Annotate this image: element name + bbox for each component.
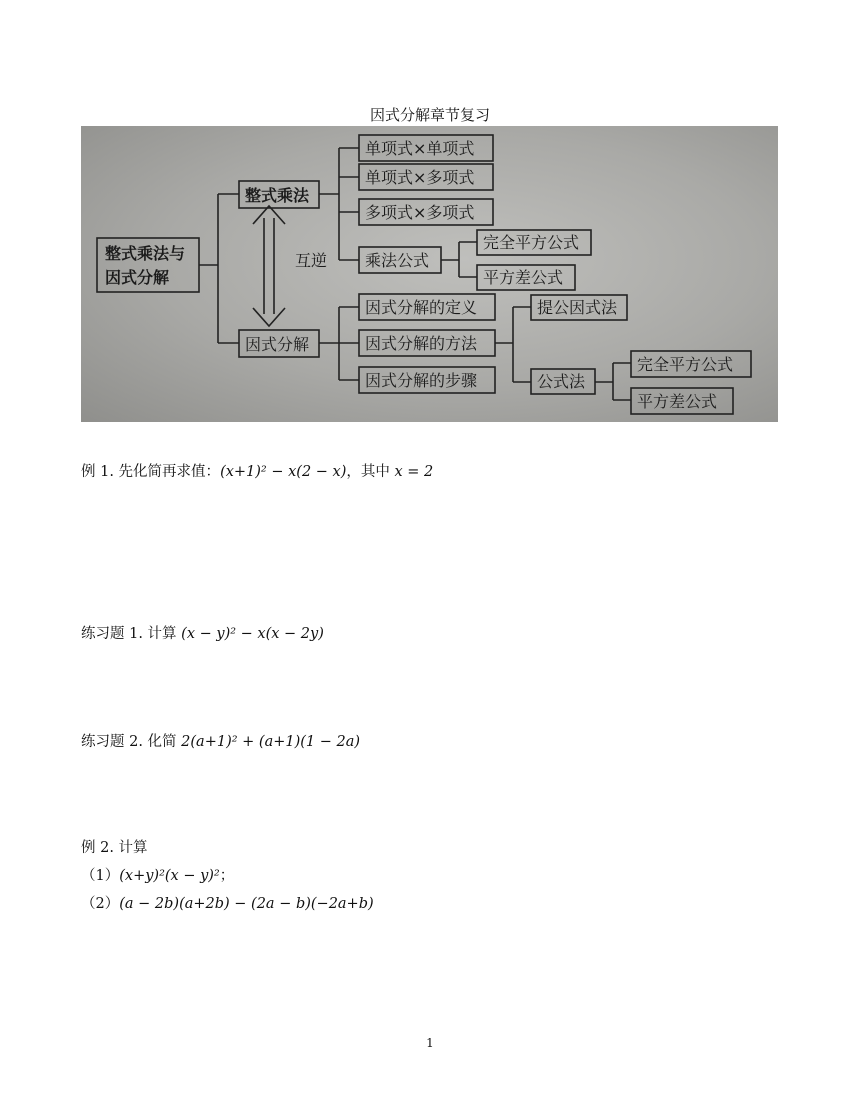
method-label: 公式法: [537, 372, 586, 391]
practice-1-expression: (x − y)² − x(x − 2y): [181, 626, 324, 642]
mult-formula-label: 完全平方公式: [483, 233, 580, 252]
practice-1: [81, 624, 324, 644]
mult-child-label: 单项式×多项式: [365, 168, 475, 187]
mult-child-label: 乘法公式: [365, 251, 430, 270]
mult-label: 整式乘法: [245, 186, 310, 205]
practice-1-prefix: 练习题 1. 计算: [81, 626, 182, 642]
example-2-item-1-expression: (x+y)²(x − y)²: [119, 868, 220, 884]
fact-child-label: 因式分解的定义: [365, 298, 478, 317]
page-number: 1: [426, 1036, 434, 1050]
example-1: [81, 462, 433, 482]
relation-label: 互逆: [295, 251, 328, 270]
practice-2: [81, 732, 360, 752]
fact-label: 因式分解: [245, 335, 310, 354]
example-2-item-1-number: （1）: [81, 868, 120, 884]
example-1-suffix: ，其中: [346, 464, 395, 480]
fact-formula-label: 平方差公式: [637, 392, 718, 411]
example-2-item-2: [81, 894, 374, 914]
example-2-item-1: [81, 866, 234, 886]
fact-child-label: 因式分解的方法: [365, 334, 478, 353]
example-1-prefix: 例 1. 先化简再求值：: [81, 464, 221, 480]
reciprocal-arrow: [253, 206, 285, 326]
mult-child-label: 多项式×多项式: [365, 203, 475, 222]
example-2-item-1-end: ；: [219, 868, 235, 884]
example-1-expression: (x+1)² − x(2 − x): [220, 464, 347, 480]
mult-child-label: 单项式×单项式: [365, 139, 475, 158]
practice-2-expression: 2(a+1)² + (a+1)(1 − 2a): [181, 734, 361, 750]
method-label: 提公因式法: [537, 298, 618, 317]
example-2-item-2-number: （2）: [81, 896, 120, 912]
page-title: 因式分解章节复习: [369, 106, 490, 124]
root-label-line1: 整式乘法与: [105, 244, 186, 263]
fact-formula-label: 完全平方公式: [637, 355, 734, 374]
example-2-item-2-expression: (a − 2b)(a+2b) − (2a − b)(−2a+b): [119, 896, 374, 912]
fact-child-label: 因式分解的步骤: [365, 371, 478, 390]
example-1-condition: x = 2: [394, 464, 434, 480]
knowledge-structure-diagram: [81, 126, 778, 422]
practice-2-prefix: 练习题 2. 化简: [81, 734, 182, 750]
example-2-heading: 例 2. 计算: [81, 840, 148, 856]
root-label-line2: 因式分解: [105, 268, 170, 287]
mult-formula-label: 平方差公式: [483, 268, 564, 287]
